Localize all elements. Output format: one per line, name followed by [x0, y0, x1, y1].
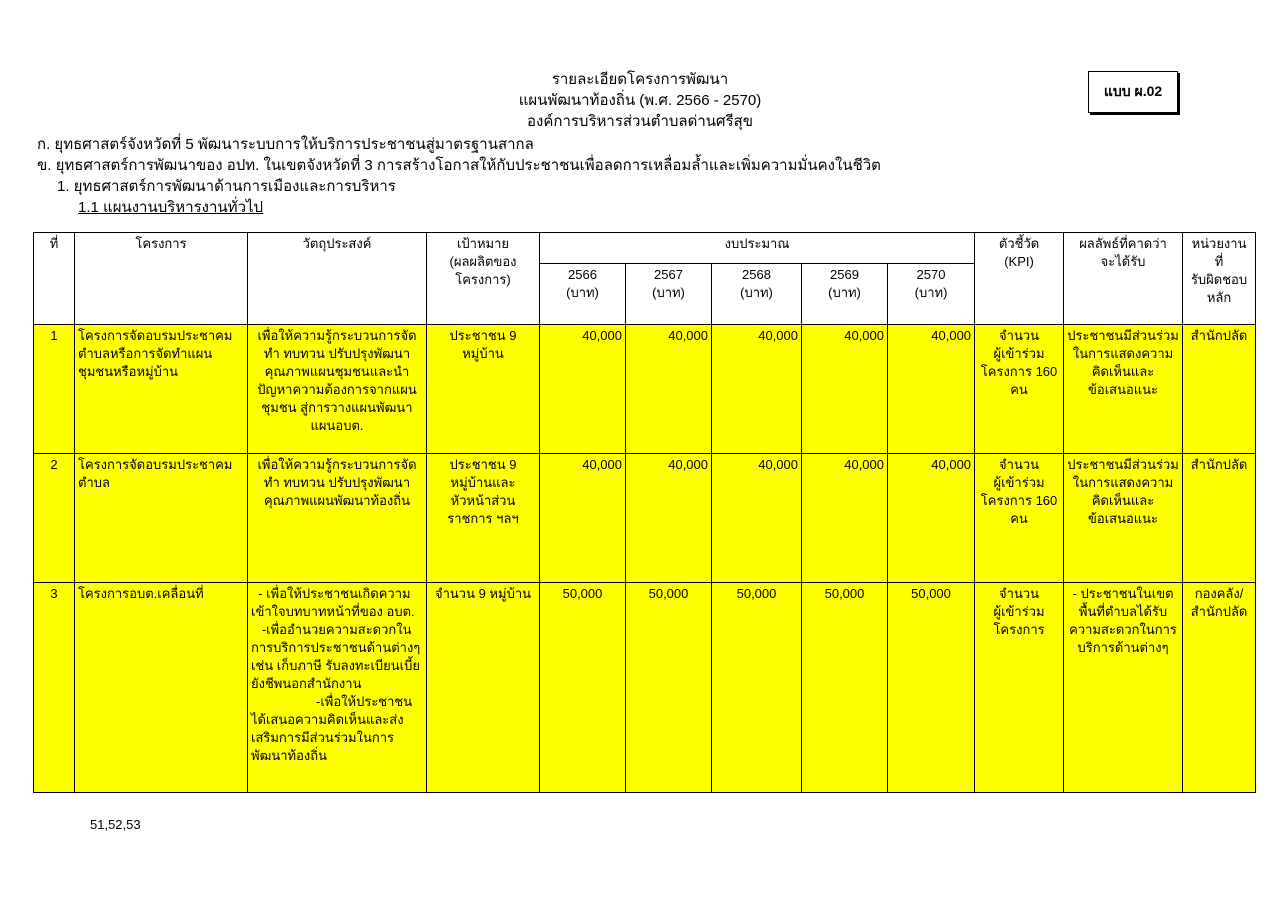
header-agency: หน่วยงาน ที่ รับผิดชอบ หลัก [1183, 233, 1256, 325]
row-agency: สำนักปลัด [1183, 325, 1256, 454]
header-year-2569: 2569 (บาท) [802, 264, 888, 325]
row-no: 1 [34, 325, 75, 454]
header-no: ที่ [34, 233, 75, 325]
row-agency: สำนักปลัด [1183, 454, 1256, 583]
row-budget-2569: 40,000 [802, 325, 888, 454]
row-project: โครงการจัดอบรมประชาคมตำบล [75, 454, 248, 583]
header-year-2566: 2566 (บาท) [540, 264, 626, 325]
row-no: 3 [34, 583, 75, 793]
form-code-box: แบบ ผ.02 [1088, 71, 1178, 113]
plan-name: 1.1 แผนงานบริหารงานทั่วไป [78, 199, 264, 216]
row-budget-2567: 40,000 [626, 454, 712, 583]
row-kpi: จำนวน ผู้เข้าร่วม โครงการ [975, 583, 1064, 793]
row-project: โครงการจัดอบรมประชาคมตำบลหรือการจัดทำแผนชุมชนหรือหมู่บ้าน [75, 325, 248, 454]
table-row [34, 325, 1256, 454]
development-strategy: 1. ยุทธศาสตร์การพัฒนาด้านการเมืองและการบริหาร [57, 178, 396, 195]
row-project: โครงการอบต.เคลื่อนที่ [75, 583, 248, 793]
row-budget-2567: 40,000 [626, 325, 712, 454]
header-objective: วัตถุประสงค์ [248, 233, 427, 325]
title-line-3: องค์การบริหารส่วนตำบลด่านศรีสุข [527, 113, 753, 130]
header-project: โครงการ [75, 233, 248, 325]
row-budget-2570: 40,000 [888, 325, 975, 454]
row-budget-2567: 50,000 [626, 583, 712, 793]
row-budget-2566: 40,000 [540, 454, 626, 583]
row-agency: กองคลัง/ สำนักปลัด [1183, 583, 1256, 793]
row-kpi: จำนวน ผู้เข้าร่วม โครงการ 160 คน [975, 454, 1064, 583]
header-budget: งบประมาณ [540, 233, 975, 264]
title-line-1: รายละเอียดโครงการพัฒนา [551, 71, 729, 88]
row-result: - ประชาชนในเขต พื้นที่ตำบลได้รับ ความสะดวกในการ บริการด้านต่างๆ [1064, 583, 1183, 793]
row-budget-2568: 40,000 [712, 454, 802, 583]
header-result: ผลลัพธ์ที่คาดว่า จะได้รับ [1064, 233, 1183, 325]
row-no: 2 [34, 454, 75, 583]
row-budget-2569: 50,000 [802, 583, 888, 793]
row-target: จำนวน 9 หมู่บ้าน [427, 583, 540, 793]
row-budget-2566: 50,000 [540, 583, 626, 793]
row-budget-2566: 40,000 [540, 325, 626, 454]
row-budget-2568: 50,000 [712, 583, 802, 793]
header-target: เป้าหมาย (ผลผลิตของ โครงการ) [427, 233, 540, 325]
header-year-2568: 2568 (บาท) [712, 264, 802, 325]
row-result: ประชาชนมีส่วนร่วม ในการแสดงความ คิดเห็นและ ข้อเสนอแนะ [1064, 325, 1183, 454]
local-strategy: ข. ยุทธศาสตร์การพัฒนาของ อปท. ในเขตจังหวัดที่ 3 การสร้างโอกาสให้กับประชาชนเพื่อลดการเหลื่อมล้ำและเพิ่มความมั่นคงในชีวิต [37, 157, 881, 174]
row-kpi: จำนวน ผู้เข้าร่วม โครงการ 160 คน [975, 325, 1064, 454]
row-target: ประชาชน 9 หมู่บ้าน [427, 325, 540, 454]
row-budget-2570: 50,000 [888, 583, 975, 793]
header-kpi: ตัวชี้วัด (KPI) [975, 233, 1064, 325]
row-budget-2570: 40,000 [888, 454, 975, 583]
row-result: ประชาชนมีส่วนร่วม ในการแสดงความ คิดเห็นและ ข้อเสนอแนะ [1064, 454, 1183, 583]
table-row [34, 454, 1256, 583]
header-year-2570: 2570 (บาท) [888, 264, 975, 325]
header-year-2567: 2567 (บาท) [626, 264, 712, 325]
row-objective: - เพื่อให้ประชาชนเกิดความเข้าใจบทบาทหน้าที่ของ อบต. -เพื่ออำนวยความสะดวกในการบริการประชาชนด้านต่างๆ เช่น เก็บภาษี รับลงทะเบียนเบี้ยยังชีพนอกสำนักงาน -เพื่อให้ประชาชนได้เสนอความคิดเห็นและส่งเสริมการมีส่วนร่วมในการพัฒนาท้องถิ่น [248, 583, 427, 793]
row-budget-2569: 40,000 [802, 454, 888, 583]
province-strategy: ก. ยุทธศาสตร์จังหวัดที่ 5 พัฒนาระบบการให้บริการประชาชนสู่มาตรฐานสากล [37, 136, 534, 153]
row-target: ประชาชน 9 หมู่บ้านและ หัวหน้าส่วน ราชการ ฯลฯ [427, 454, 540, 583]
row-budget-2568: 40,000 [712, 325, 802, 454]
page-numbers: 51,52,53 [90, 817, 141, 832]
row-objective: เพื่อให้ความรู้กระบวนการจัดทำ ทบทวน ปรับปรุงพัฒนาคุณภาพแผนชุมชนและนำปัญหาความต้องการจากแผนชุมชน สู่การวางแผนพัฒนาแผนอบต. [248, 325, 427, 454]
table-row [34, 583, 1256, 793]
project-table [33, 232, 1256, 793]
row-objective: เพื่อให้ความรู้กระบวนการจัดทำ ทบทวน ปรับปรุงพัฒนาคุณภาพแผนพัฒนาท้องถิ่น [248, 454, 427, 583]
title-line-2: แผนพัฒนาท้องถิ่น (พ.ศ. 2566 - 2570) [518, 92, 762, 109]
